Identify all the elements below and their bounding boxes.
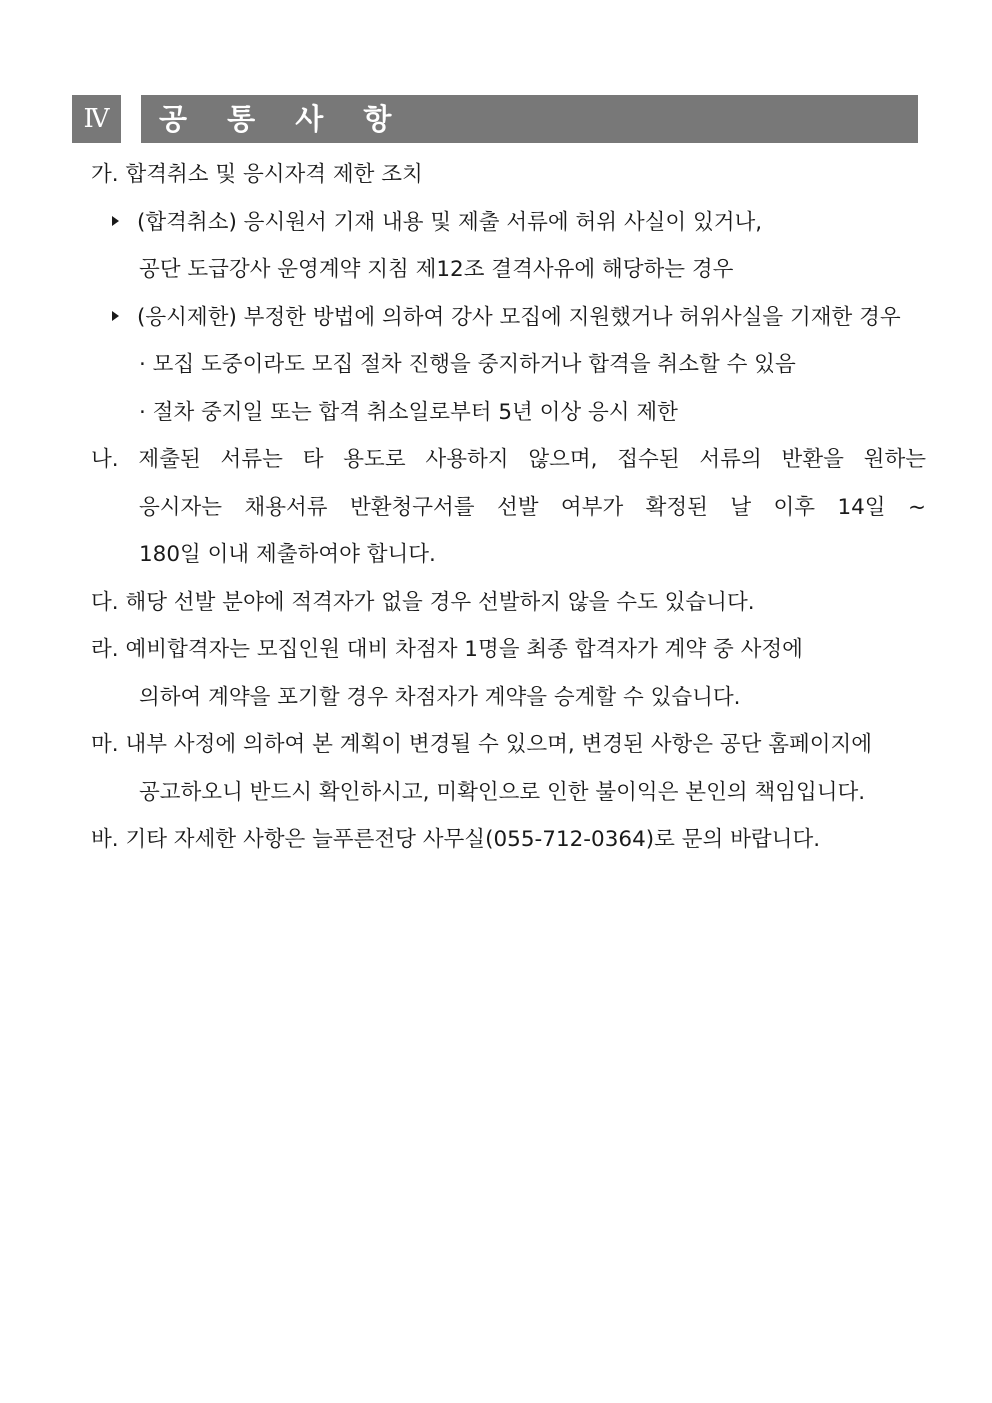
item-ga-bullet-1-cont: 공단 도급강사 운영계약 지침 제12조 결격사유에 해당하는 경우 xyxy=(139,257,734,282)
item-ra-line-1: 라. 예비합격자는 모집인원 대비 차점자 1명을 최종 합격자가 계약 중 사정에 xyxy=(91,637,803,662)
item-na-line-1: 나. 제출된 서류는 타 용도로 사용하지 않으며, 접수된 서류의 반환을 원하는 xyxy=(91,447,926,472)
item-ga-heading: 가. 합격취소 및 응시자격 제한 조치 xyxy=(91,162,423,187)
item-na-line-3: 180일 이내 제출하여야 합니다. xyxy=(139,542,436,567)
item-ma-line-1: 마. 내부 사정에 의하여 본 계획이 변경될 수 있으며, 변경된 사항은 공단 홈페이지에 xyxy=(91,732,873,757)
item-ga-sub-2: · 절차 중지일 또는 합격 취소일로부터 5년 이상 응시 제한 xyxy=(139,399,678,425)
section-body xyxy=(91,151,926,864)
section-number: Ⅳ xyxy=(72,95,121,143)
item-ga-bullet-2 xyxy=(91,294,926,342)
item-ma-line-2: 공고하오니 반드시 확인하시고, 미확인으로 인한 불이익은 본인의 책임입니다. xyxy=(139,779,866,805)
bullet-text: (응시제한) 부정한 방법에 의하여 강사 모집에 지원했거나 허위사실을 기재한 경우 xyxy=(137,304,901,330)
bullet-text: (합격취소) 응시원서 기재 내용 및 제출 서류에 허위 사실이 있거나, xyxy=(137,209,763,235)
item-ra-line-2: 의하여 계약을 포기할 경우 차점자가 계약을 승계할 수 있습니다. xyxy=(139,684,741,710)
section-title: 공 통 사 항 xyxy=(141,95,918,143)
section-header xyxy=(72,95,918,143)
item-ga-sub-1: · 모집 도중이라도 모집 절차 진행을 중지하거나 합격을 취소할 수 있음 xyxy=(139,352,796,377)
triangle-bullet-icon xyxy=(112,216,119,226)
triangle-bullet-icon xyxy=(112,311,119,321)
item-ga-bullet-1 xyxy=(91,199,926,247)
item-na-line-2: 응시자는 채용서류 반환청구서를 선발 여부가 확정된 날 이후 14일 ~ xyxy=(139,494,926,520)
item-da-line-1: 다. 해당 선발 분야에 적격자가 없을 경우 선발하지 않을 수도 있습니다. xyxy=(91,589,755,615)
item-ba-line-1: 바. 기타 자세한 사항은 늘푸른전당 사무실(055-712-0364)로 문의 바랍니다. xyxy=(91,827,821,852)
